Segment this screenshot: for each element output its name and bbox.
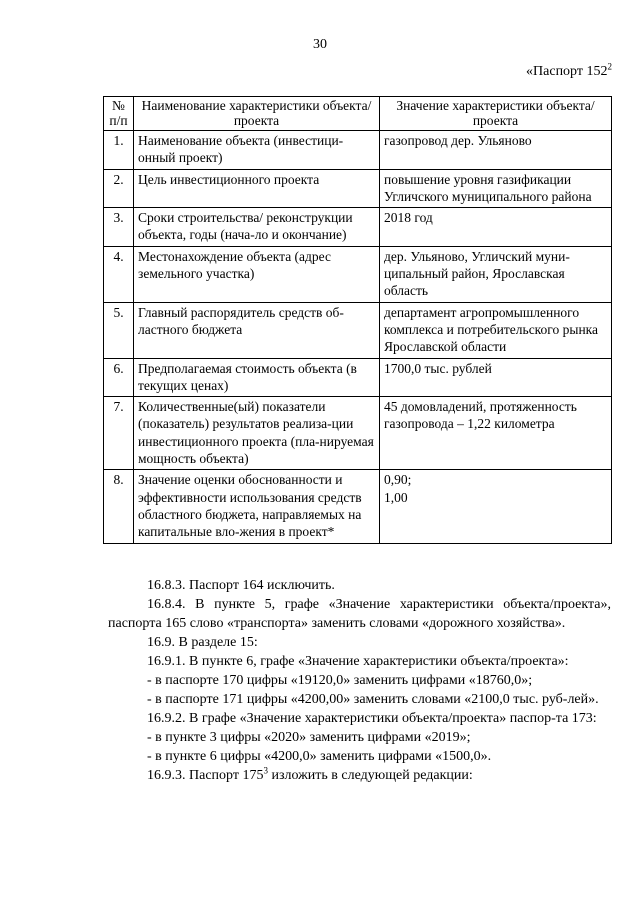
header-number: № п/п (104, 97, 134, 131)
passport-heading-text: «Паспорт 152 (526, 64, 608, 79)
table-row (104, 397, 612, 470)
row-characteristic-value: повышение уровня газификации Угличского муниципального района (380, 169, 612, 208)
passport-heading (526, 61, 612, 80)
row-number: 3. (104, 208, 134, 247)
row-characteristic-value: дер. Ульяново, Угличский муни-ципальный район, Ярославская область (380, 246, 612, 302)
table-row (104, 302, 612, 358)
row-characteristic-value: 2018 год (380, 208, 612, 247)
passport-heading-sup: 2 (607, 61, 612, 72)
row-characteristic-name: Сроки строительства/ реконструкции объекта, годы (нача-ло и окончание) (134, 208, 380, 247)
row-characteristic-name: Количественные(ый) показатели (показатель) результатов реализа-ции инвестиционного проекта (пла-нируемая мощность объекта) (134, 397, 380, 470)
row-number: 2. (104, 169, 134, 208)
row-number: 5. (104, 302, 134, 358)
table-row (104, 208, 612, 247)
row-characteristic-value: 45 домовладений, протяженность газопровода – 1,22 километра (380, 397, 612, 470)
paragraph-16-9-3 (117, 766, 611, 785)
row-characteristic-name: Местонахождение объекта (адрес земельного участка) (134, 246, 380, 302)
row-characteristic-name: Предполагаемая стоимость объекта (в текущих ценах) (134, 358, 380, 397)
row-characteristic-name: Цель инвестиционного проекта (134, 169, 380, 208)
row-characteristic-value: 1700,0 тыс. рублей (380, 358, 612, 397)
row-number: 7. (104, 397, 134, 470)
paragraph-16-9-3-post: изложить в следующей редакции: (267, 768, 473, 783)
row-characteristic-name: Наименование объекта (инвестици-онный проект) (134, 131, 380, 170)
table-row (104, 169, 612, 208)
header-value: Значение характеристики объекта/проекта (380, 97, 612, 131)
body-text (108, 576, 611, 785)
paragraph-item-3: - в пункте 3 цифры «2020» заменить цифрами «2019»; (147, 730, 471, 745)
table-row (104, 470, 612, 543)
row-characteristic-name: Значение оценки обоснованности и эффективности использования средств областного бюджета, направляемых на капитальные вло-жения в проект* (134, 470, 380, 543)
paragraph-16-8-3: 16.8.3. Паспорт 164 исключить. (147, 578, 335, 593)
row-number: 4. (104, 246, 134, 302)
paragraph-16-9-2: 16.9.2. В графе «Значение характеристики объекта/проекта» паспор-та 173: (147, 711, 597, 726)
paragraph-16-9-1: 16.9.1. В пункте 6, графе «Значение характеристики объекта/проекта»: (147, 654, 569, 669)
row-number: 1. (104, 131, 134, 170)
row-number: 6. (104, 358, 134, 397)
header-name: Наименование характеристики объекта/проекта (134, 97, 380, 131)
passport-table (103, 96, 612, 544)
row-characteristic-value: газопровод дер. Ульяново (380, 131, 612, 170)
table-header-row (104, 97, 612, 131)
row-number: 8. (104, 470, 134, 543)
table-body (104, 131, 612, 544)
table-row (104, 358, 612, 397)
page-number: 30 (313, 37, 327, 52)
paragraph-16-9: 16.9. В разделе 15: (147, 635, 258, 650)
paragraph-16-9-3-pre: 16.9.3. Паспорт 175 (147, 768, 264, 783)
paragraph-passport-171: - в паспорте 171 цифры «4200,00» заменить словами «2100,0 тыс. руб-лей». (147, 692, 599, 707)
row-characteristic-value: департамент агропромышленного комплекса и потребительского рынка Ярославской области (380, 302, 612, 358)
table-row (104, 131, 612, 170)
table-row (104, 246, 612, 302)
paragraph-passport-170: - в паспорте 170 цифры «19120,0» заменить цифрами «18760,0»; (147, 673, 533, 688)
paragraph-16-8-4: 16.8.4. В пункте 5, графе «Значение характеристики объекта/проекта», паспорта 165 слово «транспорта» заменить словами «дорожного хозяйства». (108, 597, 611, 631)
paragraph-item-6: - в пункте 6 цифры «4200,0» заменить цифрами «1500,0». (147, 749, 492, 764)
row-characteristic-name: Главный распорядитель средств об-ластного бюджета (134, 302, 380, 358)
paragraph-16-9-3-sup: 3 (263, 765, 268, 776)
row-characteristic-value: 0,90; 1,00 (380, 470, 612, 543)
